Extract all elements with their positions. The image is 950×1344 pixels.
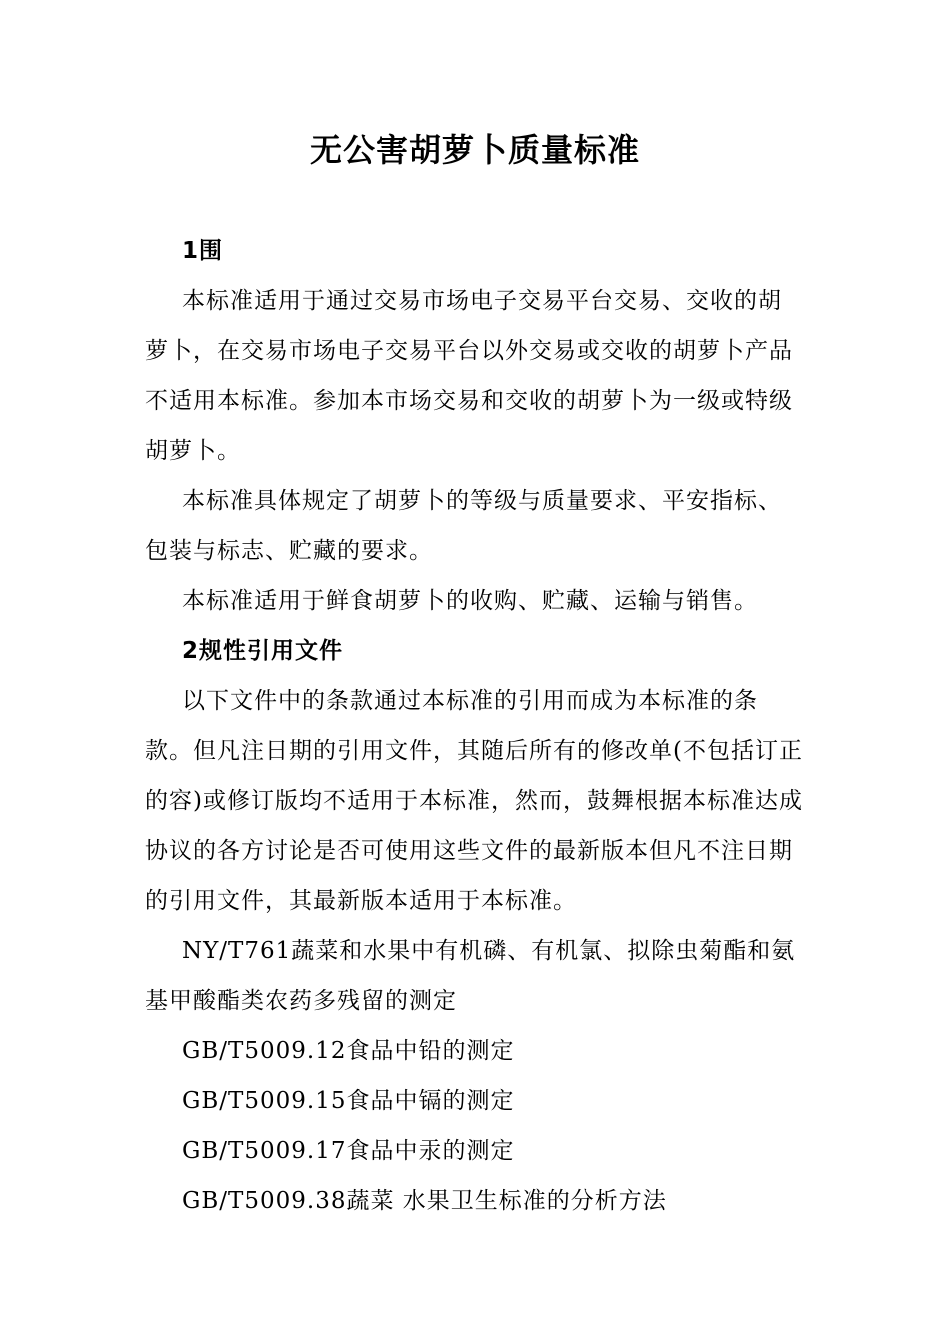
paragraph-scope-applicability: 本标准适用于通过交易市场电子交易平台交易、交收的胡萝卜，在交易市场电子交易平台以外交易或交收的胡萝卜产品不适用本标准。参加本市场交易和交收的胡萝卜为一级或特级胡萝卜。	[145, 288, 793, 464]
paragraph-references-intro: 以下文件中的条款通过本标准的引用而成为本标准的条款。但凡注日期的引用文件，其随后所有的修改单(不包括订正的容)或修订版均不适用于本标准，然而，鼓舞根据本标准达成协议的各方讨论是否可使用这些文件的最新版本但凡不注日期的引用文件，其最新版本适用于本标准。	[145, 688, 803, 914]
reference-item-nyt761: NY/T761蔬菜和水果中有机磷、有机氯、拟除虫菊酯和氨基甲酸酯类农药多残留的测定	[145, 938, 796, 1014]
section-heading-scope: 1围	[182, 238, 224, 264]
reference-item-gbt5009-17: GB/T5009.17食品中汞的测定	[182, 1138, 515, 1164]
paragraph-scope-contents: 本标准具体规定了胡萝卜的等级与质量要求、平安指标、包装与标志、贮藏的要求。	[145, 488, 782, 564]
document-body	[145, 226, 805, 1226]
reference-item-gbt5009-15: GB/T5009.15食品中镉的测定	[182, 1088, 515, 1114]
paragraph-scope-usage: 本标准适用于鲜食胡萝卜的收购、贮藏、运输与销售。	[182, 588, 758, 614]
reference-item-gbt5009-38: GB/T5009.38蔬菜 水果卫生标准的分析方法	[182, 1188, 667, 1214]
document-title: 无公害胡萝卜质量标准	[309, 131, 640, 169]
reference-item-gbt5009-12: GB/T5009.12食品中铅的测定	[182, 1038, 515, 1064]
section-heading-normative-references: 2规性引用文件	[182, 638, 344, 664]
